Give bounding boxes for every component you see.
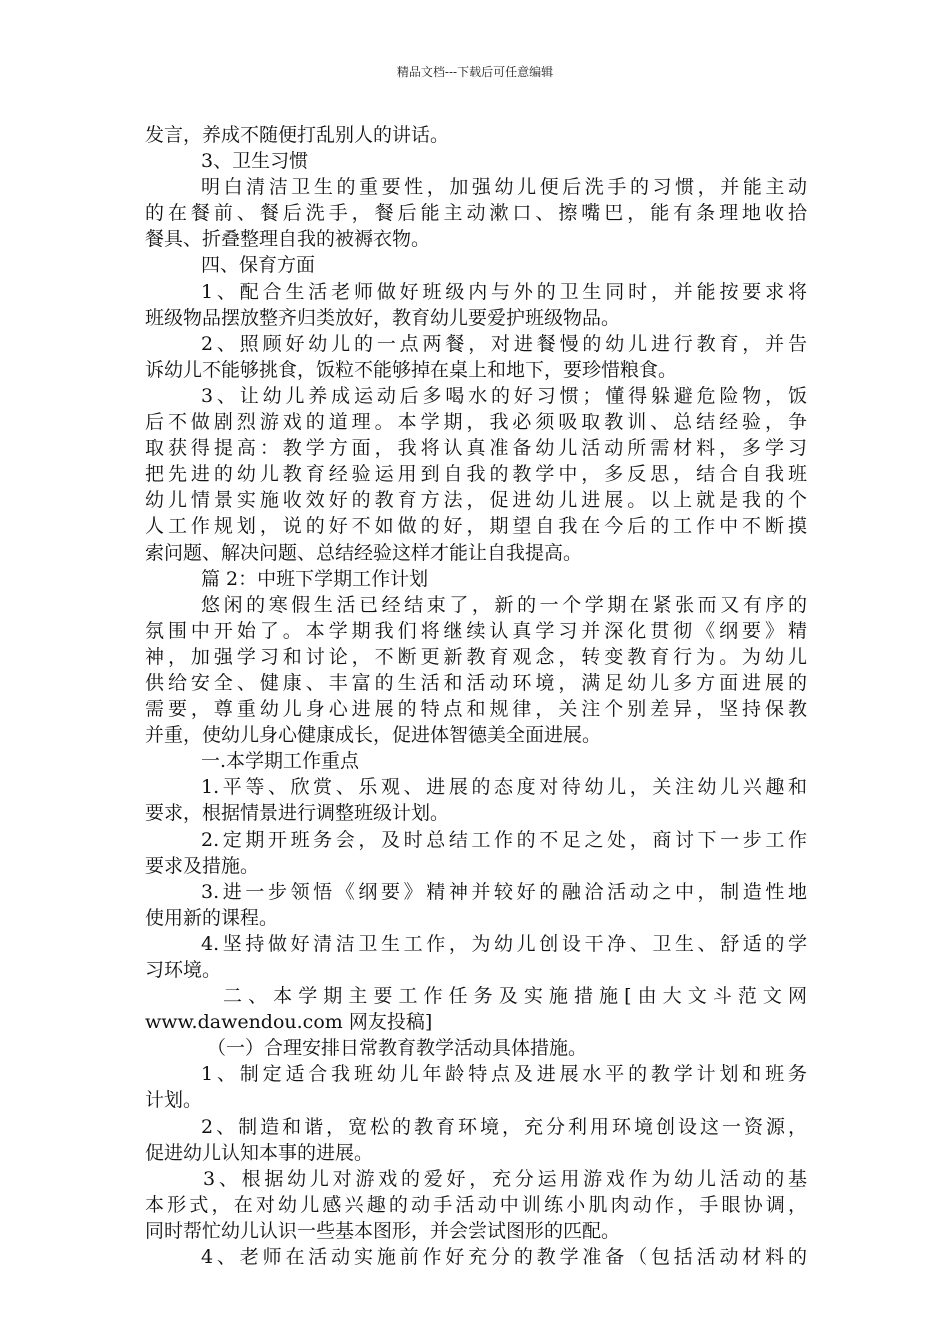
text-line: 1、配合生活老师做好班级内与外的卫生同时，并能按要求将 xyxy=(201,280,807,303)
text-line: 明白清洁卫生的重要性，加强幼儿便后洗手的习惯，并能主动 xyxy=(201,176,807,199)
text-line: 3、让幼儿养成运动后多喝水的好习惯；懂得躲避危险物，饭 xyxy=(201,384,807,407)
text-line: 并重，使幼儿身心健康成长，促进体智德美全面进展。 xyxy=(145,724,602,747)
text-line: 供给安全、健康、丰富的生活和活动环境，满足幼儿多方面进展的 xyxy=(145,671,807,694)
section-heading: 3、卫生习惯 xyxy=(201,150,309,173)
section-heading: 二、本学期主要工作任务及实施措施[由大文斗范文网 xyxy=(223,985,807,1008)
section-heading: 四、保育方面 xyxy=(201,254,316,277)
text-line: 餐具、折叠整理自我的被褥衣物。 xyxy=(145,228,431,251)
text-line: 要求，根据情景进行调整班级计划。 xyxy=(145,802,450,825)
text-line: 2、照顾好幼儿的一点两餐，对进餐慢的幼儿进行教育，并告 xyxy=(201,332,807,355)
text-line: 的在餐前、餐后洗手，餐后能主动漱口、擦嘴巴，能有条理地收拾 xyxy=(145,202,807,225)
text-line: 后不做剧烈游戏的道理。本学期，我必须吸取教训、总结经验，争 xyxy=(145,411,807,434)
text-line: 取获得提高：教学方面，我将认真准备幼儿活动所需材料，多学习 xyxy=(145,437,807,460)
text-line: 神，加强学习和讨论，不断更新教育观念，转变教育行为。为幼儿 xyxy=(145,645,807,668)
text-line: 促进幼儿认知本事的进展。 xyxy=(145,1141,374,1164)
text-line: 4、老师在活动实施前作好充分的教学准备（包括活动材料的 xyxy=(201,1246,807,1269)
text-line: 习环境。 xyxy=(145,959,222,981)
text-line: 人工作规划，说的好不如做的好，期望自我在今后的工作中不断摸 xyxy=(145,515,807,538)
text-line: 发言，养成不随便打乱别人的讲话。 xyxy=(145,124,450,146)
section-heading: 篇 2：中班下学期工作计划 xyxy=(201,567,429,590)
text-line: 2.定期开班务会，及时总结工作的不足之处，商讨下一步工作 xyxy=(201,828,807,851)
text-line: 计划。 xyxy=(145,1089,203,1112)
text-line: www.dawendou.com 网友投稿] xyxy=(145,1011,433,1034)
page-header: 精品文档---下载后可任意编辑 xyxy=(396,65,554,79)
text-line: 使用新的课程。 xyxy=(145,906,279,929)
text-line: 同时帮忙幼儿认识一些基本图形，并会尝试图形的匹配。 xyxy=(145,1219,621,1242)
section-heading: （一）合理安排日常教育教学活动具体措施。 xyxy=(207,1037,588,1060)
section-heading: 一.本学期工作重点 xyxy=(201,750,360,773)
text-line: 2、制造和谐，宽松的教育环境，充分利用环境创设这一资源， xyxy=(201,1115,807,1138)
text-line: 幼儿情景实施收效好的教育方法，促进幼儿进展。以上就是我的个 xyxy=(145,489,807,512)
document-body xyxy=(145,122,807,1270)
text-line: 需要，尊重幼儿身心进展的特点和规律，关注个别差异，坚持保教 xyxy=(145,698,807,721)
text-line: 班级物品摆放整齐归类放好，教育幼儿要爱护班级物品。 xyxy=(145,306,621,329)
text-line: 4.坚持做好清洁卫生工作，为幼儿创设干净、卫生、舒适的学 xyxy=(201,932,807,955)
text-line: 3.进一步领悟《纲要》精神并较好的融洽活动之中，制造性地 xyxy=(201,880,807,903)
text-line: 氛围中开始了。本学期我们将继续认真学习并深化贯彻《纲要》精 xyxy=(145,619,807,642)
text-line: 诉幼儿不能够挑食，饭粒不能够掉在桌上和地下，要珍惜粮食。 xyxy=(145,358,678,381)
text-line: 要求及措施。 xyxy=(145,854,260,877)
text-line: 悠闲的寒假生活已经结束了，新的一个学期在紧张而又有序的 xyxy=(201,593,807,616)
text-line: 1、制定适合我班幼儿年龄特点及进展水平的教学计划和班务 xyxy=(201,1063,807,1086)
text-line: 本形式，在对幼儿感兴趣的动手活动中训练小肌肉动作，手眼协调， xyxy=(145,1193,807,1216)
text-line: 1.平等、欣赏、乐观、进展的态度对待幼儿，关注幼儿兴趣和 xyxy=(201,776,807,799)
text-line: 3、根据幼儿对游戏的爱好，充分运用游戏作为幼儿活动的基 xyxy=(203,1167,807,1190)
text-line: 把先进的幼儿教育经验运用到自我的教学中，多反思，结合自我班 xyxy=(145,463,807,486)
text-line: 索问题、解决问题、总结经验这样才能让自我提高。 xyxy=(145,541,583,564)
